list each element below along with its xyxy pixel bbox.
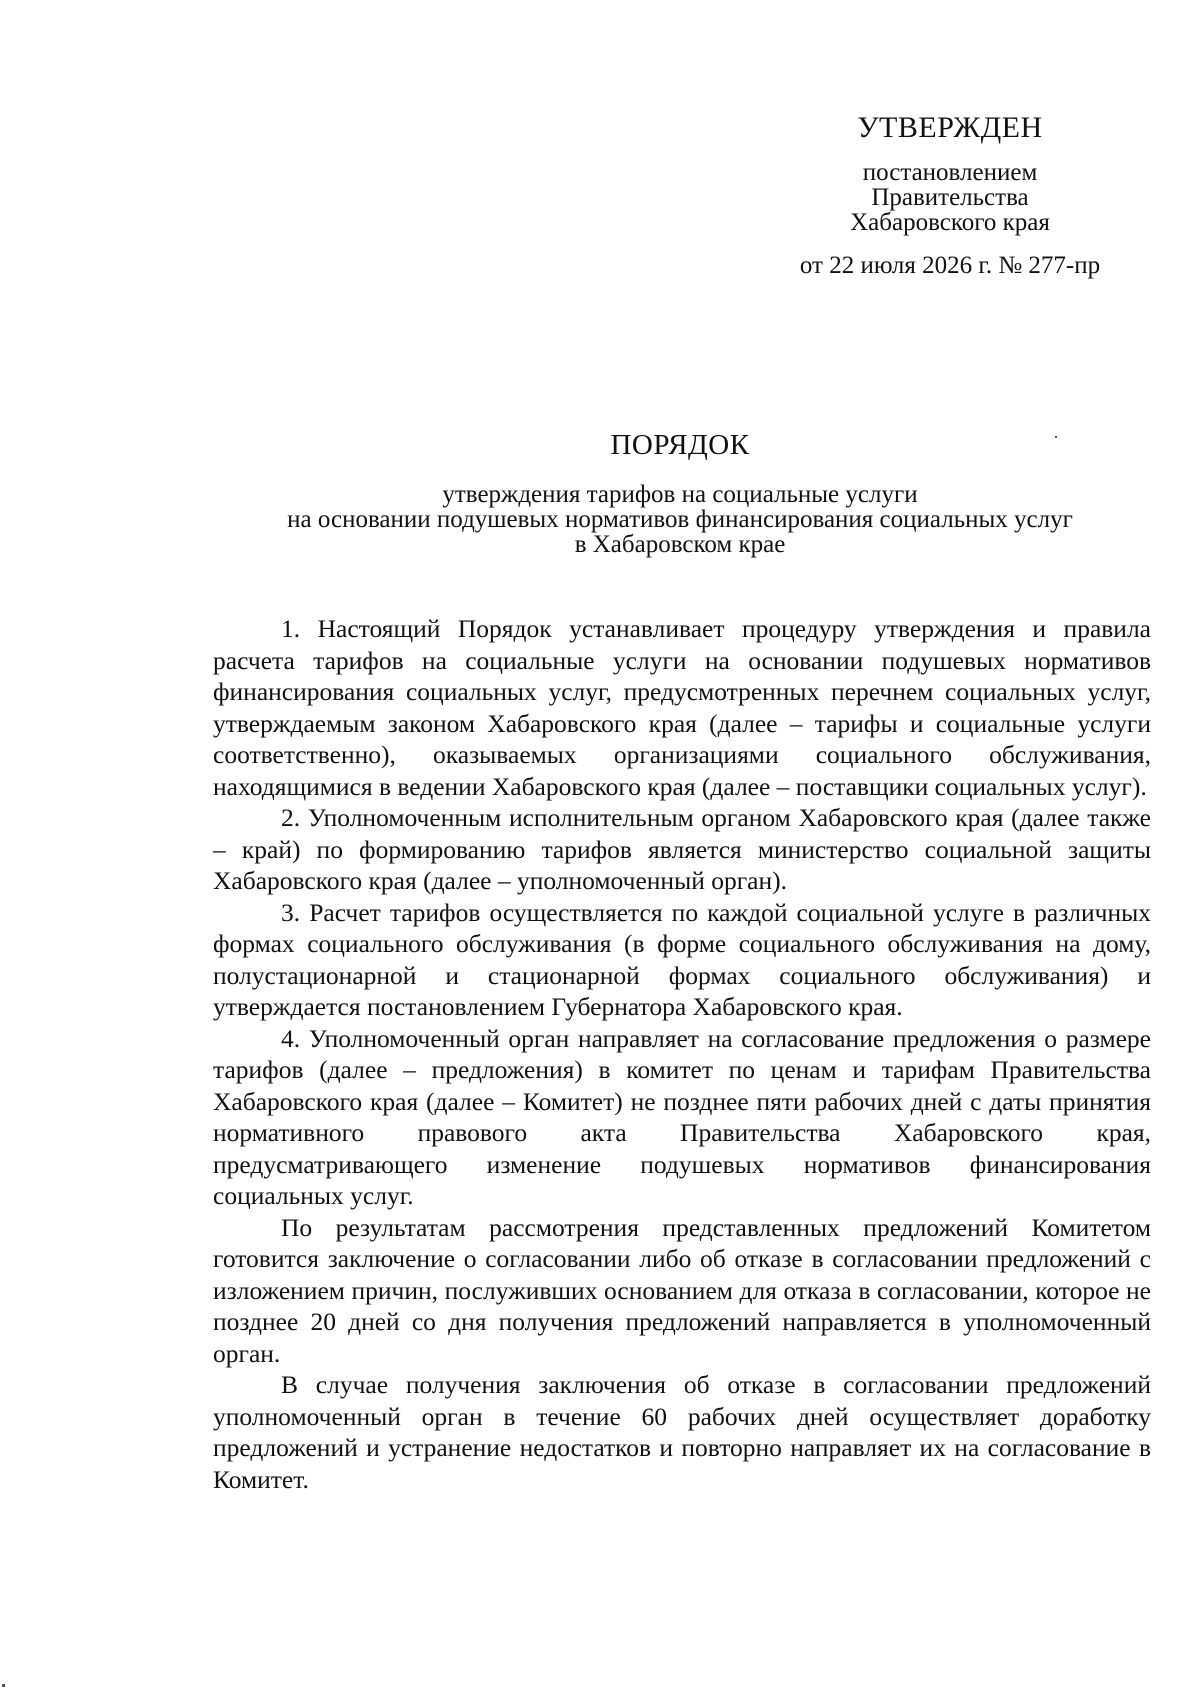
approval-date-number: от 22 июля 2026 г. № 277-пр (799, 252, 1101, 279)
document-title: ПОРЯДОК (610, 429, 750, 461)
approval-line-decree: постановлением (862, 159, 1038, 186)
document-subtitle-line-1: утверждения тарифов на социальные услуги (442, 481, 918, 508)
approval-line-government: Правительства (871, 184, 1029, 211)
document-title-block (200, 428, 1160, 557)
document-subtitle-line-2: на основании подушевых нормативов финансирования социальных услуг (287, 506, 1073, 533)
document-body (213, 613, 1151, 1495)
paragraph-3: 3. Расчет тарифов осуществляется по каждой социальной услуге в различных формах социального обслуживания (в форме социального обслуживания на дому, полустационарной и стационарной формах социального обслуживания) и утверждается постановлением Губернатора Хабаровского края. (213, 897, 1151, 1021)
approval-line-region: Хабаровского края (850, 209, 1050, 236)
paragraph-1: 1. Настоящий Порядок устанавливает процедуру утверждения и правила расчета тарифов на социальные услуги на основании подушевых нормативов финансирования социальных услуг, предусмотренных перечнем социальных услуг, утверждаемым законом Хабаровского края (далее – тарифы и социальные услуги соответственно), оказываемых организациями социального обслуживания, находящимися в ведении Хабаровского края (далее – поставщики социальных услуг). (213, 614, 1151, 801)
paragraph-2: 2. Уполномоченным исполнительным органом Хабаровского края (далее также – край) по формированию тарифов является министерство социальной защиты Хабаровского края (далее – уполномоченный орган). (213, 803, 1151, 895)
paragraph-4: 4. Уполномоченный орган направляет на согласование предложения о размере тарифов (далее – предложения) в комитет по ценам и тарифам Правительства Хабаровского края (далее – Комитет) не позднее пяти рабочих дней с даты принятия нормативного правового акта Правительства Хабаровского края, предусматривающего изменение подушевых нормативов финансирования социальных услуг. (213, 1023, 1151, 1210)
approved-heading: УТВЕРЖДЕН (857, 111, 1043, 144)
approval-stamp-block (760, 110, 1140, 281)
scan-edge-speck (2, 1684, 5, 1687)
paragraph-4-refusal-procedure: В случае получения заключения об отказе в согласовании предложений уполномоченный орган в течение 60 рабочих дней осуществляет доработку предложений и устранение недостатков и повторно направляет их на согласование в Комитет. (213, 1370, 1151, 1494)
paragraph-4-committee-review: По результатам рассмотрения представленных предложений Комитетом готовится заключение о согласовании либо об отказе в согласовании предложений с изложением причин, послуживших основанием для отказа в согласовании, которое не позднее 20 дней со дня получения предложений направляется в уполномоченный орган. (213, 1212, 1151, 1368)
document-subtitle-line-3: в Хабаровском крае (574, 531, 786, 558)
